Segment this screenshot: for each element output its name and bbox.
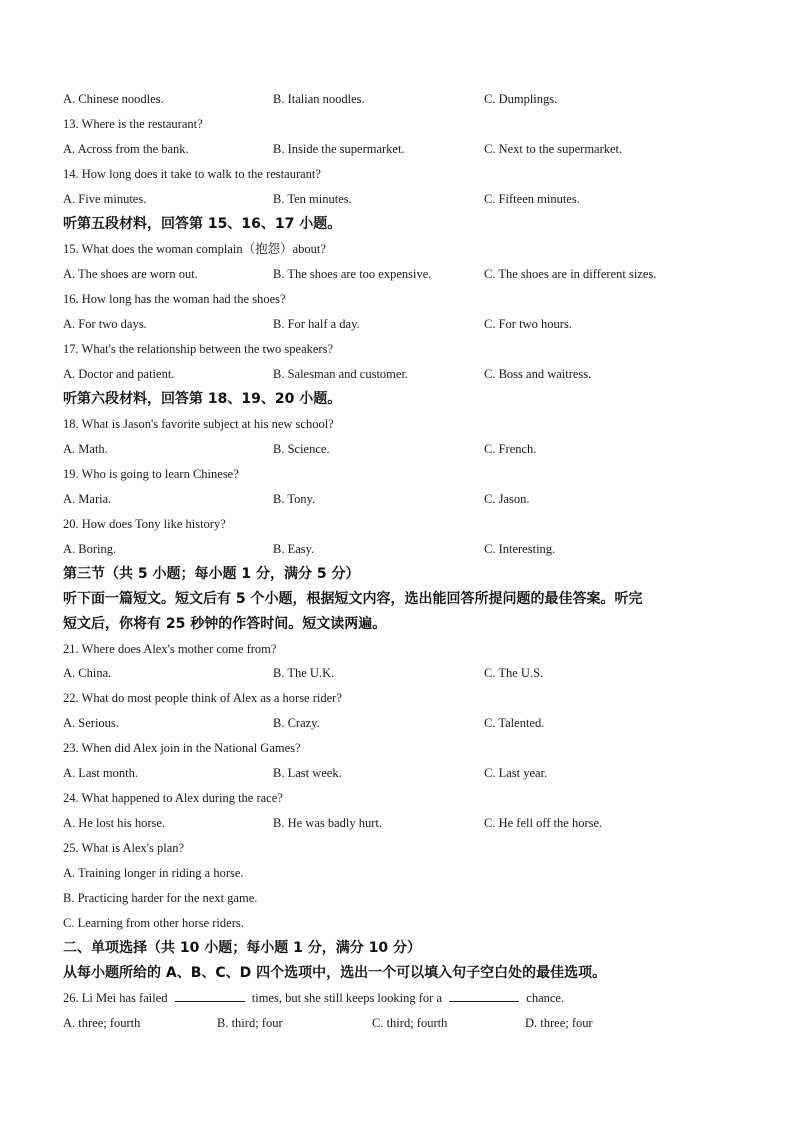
q18-option-c[interactable]: C. French.: [484, 442, 537, 456]
q20-option-b[interactable]: B. Easy.: [273, 542, 315, 556]
q18-option-a[interactable]: A. Math.: [63, 442, 108, 456]
q17-stem: 17. What's the relationship between the two speakers?: [63, 342, 333, 356]
part2-instructions: 从每小题所给的 A、B、C、D 四个选项中，选出一个可以填入句子空白处的最佳选项。: [63, 965, 607, 981]
q12-option-b[interactable]: B. Italian noodles.: [273, 92, 365, 106]
q24-stem: 24. What happened to Alex during the race?: [63, 791, 283, 805]
q15-option-b[interactable]: B. The shoes are too expensive.: [273, 267, 432, 281]
q16-option-a[interactable]: A. For two days.: [63, 317, 147, 331]
q22-option-b[interactable]: B. Crazy.: [273, 716, 320, 730]
part3-instructions-line1: 听下面一篇短文。短文后有 5 个小题，根据短文内容，选出能回答所提问题的最佳答案。听完: [63, 591, 643, 607]
q21-option-b[interactable]: B. The U.K.: [273, 666, 335, 680]
q15-option-c[interactable]: C. The shoes are in different sizes.: [484, 267, 657, 281]
part3-instructions-line2: 短文后，你将有 25 秒钟的作答时间。短文读两遍。: [63, 616, 387, 632]
q24-option-a[interactable]: A. He lost his horse.: [63, 816, 166, 830]
q12-option-c[interactable]: C. Dumplings.: [484, 92, 558, 106]
part3-heading: 第三节（共 5 小题；每小题 1 分，满分 5 分）: [63, 566, 360, 582]
q25-option-c[interactable]: C. Learning from other horse riders.: [63, 916, 244, 930]
q20-stem: 20. How does Tony like history?: [63, 517, 226, 531]
q14-option-a[interactable]: A. Five minutes.: [63, 192, 147, 206]
q23-options: [0, 765, 794, 781]
q12-option-a[interactable]: A. Chinese noodles.: [63, 92, 164, 106]
q26-stem-middle: times, but she still keeps looking for a: [251, 991, 443, 1005]
q15-stem: 15. What does the woman complain（抱怨）about?: [63, 242, 326, 256]
q16-option-b[interactable]: B. For half a day.: [273, 317, 360, 331]
q13-stem: 13. Where is the restaurant?: [63, 117, 203, 131]
q24-options: [0, 815, 794, 831]
q25-option-a[interactable]: A. Training longer in riding a horse.: [63, 866, 244, 880]
q16-option-c[interactable]: C. For two hours.: [484, 317, 572, 331]
q22-options: [0, 715, 794, 731]
q16-stem: 16. How long has the woman had the shoes?: [63, 292, 286, 306]
q26-option-a[interactable]: A. three; fourth: [63, 1016, 141, 1030]
q14-stem: 14. How long does it take to walk to the restaurant?: [63, 167, 321, 181]
q24-option-c[interactable]: C. He fell off the horse.: [484, 816, 603, 830]
q21-options: [0, 665, 794, 681]
q17-options: [0, 366, 794, 382]
q23-option-b[interactable]: B. Last week.: [273, 766, 342, 780]
q20-options: [0, 541, 794, 557]
q20-option-a[interactable]: A. Boring.: [63, 542, 117, 556]
q26-option-d[interactable]: D. three; four: [525, 1016, 593, 1030]
q23-option-a[interactable]: A. Last month.: [63, 766, 138, 780]
q14-options: [0, 191, 794, 207]
section6-heading: 听第六段材料，回答第 18、19、20 小题。: [63, 391, 342, 407]
q19-stem: 19. Who is going to learn Chinese?: [63, 467, 239, 481]
q19-options: [0, 491, 794, 507]
q26-options: [0, 1015, 794, 1031]
q13-option-b[interactable]: B. Inside the supermarket.: [273, 142, 405, 156]
q26-stem-start: 26. Li Mei has failed: [63, 991, 168, 1005]
q21-option-c[interactable]: C. The U.S.: [484, 666, 544, 680]
q26-option-b[interactable]: B. third; four: [217, 1016, 283, 1030]
q26-stem: [63, 990, 564, 1006]
q23-option-c[interactable]: C. Last year.: [484, 766, 548, 780]
q15-option-a[interactable]: A. The shoes are worn out.: [63, 267, 198, 281]
q19-option-b[interactable]: B. Tony.: [273, 492, 316, 506]
q18-option-b[interactable]: B. Science.: [273, 442, 330, 456]
q25-option-b[interactable]: B. Practicing harder for the next game.: [63, 891, 258, 905]
q18-options: [0, 441, 794, 457]
section5-heading: 听第五段材料，回答第 15、16、17 小题。: [63, 216, 342, 232]
q14-option-c[interactable]: C. Fifteen minutes.: [484, 192, 580, 206]
q26-stem-end: chance.: [526, 991, 565, 1005]
part2-heading: 二、单项选择（共 10 小题；每小题 1 分，满分 10 分）: [63, 940, 421, 956]
q17-option-b[interactable]: B. Salesman and customer.: [273, 367, 409, 381]
q21-option-a[interactable]: A. China.: [63, 666, 112, 680]
q16-options: [0, 316, 794, 332]
q21-stem: 21. Where does Alex's mother come from?: [63, 642, 277, 656]
q22-option-a[interactable]: A. Serious.: [63, 716, 119, 730]
q24-option-b[interactable]: B. He was badly hurt.: [273, 816, 383, 830]
q25-stem: 25. What is Alex's plan?: [63, 841, 185, 855]
q22-stem: 22. What do most people think of Alex as a horse rider?: [63, 691, 342, 705]
q13-options: [0, 141, 794, 157]
q18-stem: 18. What is Jason's favorite subject at his new school?: [63, 417, 334, 431]
q13-option-a[interactable]: A. Across from the bank.: [63, 142, 189, 156]
q26-blank-1[interactable]: [175, 990, 245, 1002]
q13-option-c[interactable]: C. Next to the supermarket.: [484, 142, 623, 156]
q19-option-a[interactable]: A. Maria.: [63, 492, 112, 506]
q19-option-c[interactable]: C. Jason.: [484, 492, 530, 506]
q26-option-c[interactable]: C. third; fourth: [372, 1016, 448, 1030]
q15-options: [0, 266, 794, 282]
q12-options: [0, 91, 794, 107]
q23-stem: 23. When did Alex join in the National Games?: [63, 741, 301, 755]
q20-option-c[interactable]: C. Interesting.: [484, 542, 556, 556]
q14-option-b[interactable]: B. Ten minutes.: [273, 192, 352, 206]
q17-option-a[interactable]: A. Doctor and patient.: [63, 367, 175, 381]
q26-blank-2[interactable]: [449, 990, 519, 1002]
q22-option-c[interactable]: C. Talented.: [484, 716, 545, 730]
q17-option-c[interactable]: C. Boss and waitress.: [484, 367, 592, 381]
